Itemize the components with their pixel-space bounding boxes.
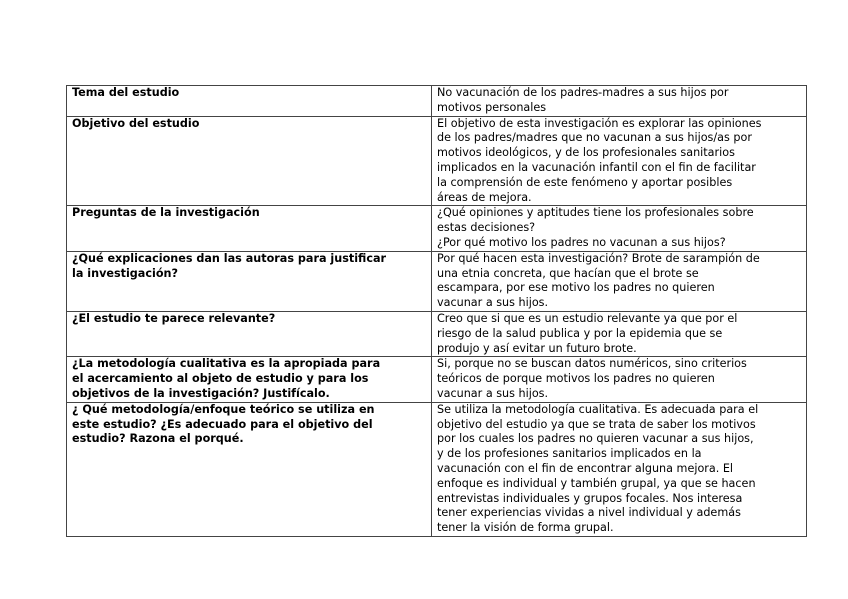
answer-line: motivos personales (437, 100, 547, 114)
question-cell (67, 206, 432, 251)
answer-line: vacunar a sus hijos. (437, 386, 549, 400)
answer-line: objetivo del estudio ya que se trata de saber los motivos (437, 417, 756, 431)
question-line: estudio? Razona el porqué. (72, 432, 244, 446)
answer-line: No vacunación de los padres-madres a sus hijos por (437, 86, 729, 99)
answer-cell (432, 116, 807, 206)
answer-line: y de los profesiones sanitarios implicados en la (437, 447, 702, 461)
question-line: este estudio? ¿Es adecuado para el objetivo del (72, 417, 373, 431)
answer-line: una etnia concreta, que hacían que el brote se (437, 266, 699, 280)
answer-line: enfoque es individual y también grupal, ya que se hacen (437, 476, 756, 490)
answer-cell (432, 357, 807, 402)
table-row-relevancia (67, 311, 807, 356)
table-row-tema (67, 86, 807, 117)
question-cell (67, 311, 432, 356)
answer-cell (432, 311, 807, 356)
answer-line: ¿Por qué motivo los padres no vacunan a sus hijos? (437, 235, 726, 249)
answer-line: motivos ideológicos, y de los profesionales sanitarios (437, 146, 735, 160)
answer-line: vacunación con el fin de encontrar alguna mejora. El (437, 461, 734, 475)
answer-line: estas decisiones? (437, 221, 536, 235)
question-line: Tema del estudio (72, 86, 180, 99)
answer-line: Se utiliza la metodología cualitativa. Es adecuada para el (437, 402, 759, 416)
question-line: la investigación? (72, 266, 178, 280)
table-row-justificacion (67, 251, 807, 311)
table-row-objetivo (67, 116, 807, 206)
answer-line: Por qué hacen esta investigación? Brote de sarampión de (437, 251, 760, 265)
question-line: Objetivo del estudio (72, 116, 200, 130)
question-line: ¿ Qué metodología/enfoque teórico se utiliza en (72, 402, 375, 416)
question-line: el acercamiento al objeto de estudio y para los (72, 372, 369, 386)
answer-line: la comprensión de este fenómeno y aportar posibles (437, 175, 733, 189)
answer-line: teóricos de porque motivos los padres no quieren (437, 372, 715, 386)
question-line: objetivos de la investigación? Justifícalo. (72, 386, 330, 400)
table-row-enfoque-teorico (67, 402, 807, 536)
question-cell (67, 116, 432, 206)
answer-line: Creo que si que es un estudio relevante ya que por el (437, 311, 738, 325)
question-line: ¿El estudio te parece relevante? (72, 311, 276, 325)
question-cell (67, 251, 432, 311)
question-cell (67, 402, 432, 536)
answer-line: tener la visión de forma grupal. (437, 521, 614, 535)
table-row-metodologia-cualitativa (67, 357, 807, 402)
answer-cell (432, 86, 807, 117)
answer-cell (432, 402, 807, 536)
answer-line: tener experiencias vividas a nivel individual y además (437, 506, 741, 520)
answer-line: entrevistas individuales y grupos focales. Nos interesa (437, 491, 743, 505)
answer-line: El objetivo de esta investigación es explorar las opiniones (437, 116, 762, 130)
answer-line: implicados en la vacunación infantil con el fin de facilitar (437, 160, 756, 174)
answer-cell (432, 251, 807, 311)
answer-line: produjo y así evitar un futuro brote. (437, 341, 637, 355)
question-cell (67, 86, 432, 117)
answer-line: de los padres/madres que no vacunan a sus hijos/as por (437, 131, 752, 145)
answer-line: áreas de mejora. (437, 190, 532, 204)
answer-line: escampara, por ese motivo los padres no quieren (437, 281, 715, 295)
question-line: Preguntas de la investigación (72, 206, 260, 220)
question-line: ¿Qué explicaciones dan las autoras para justificar (72, 251, 387, 265)
answer-line: riesgo de la salud publica y por la epidemia que se (437, 326, 723, 340)
answer-line: Si, porque no se buscan datos numéricos, sino criterios (437, 357, 747, 371)
study-table (66, 85, 807, 537)
question-cell (67, 357, 432, 402)
answer-line: por los cuales los padres no quieren vacunar a sus hijos, (437, 432, 754, 446)
table-row-preguntas (67, 206, 807, 251)
answer-line: ¿Qué opiniones y aptitudes tiene los profesionales sobre (437, 206, 754, 220)
question-line: ¿La metodología cualitativa es la apropiada para (72, 357, 381, 371)
answer-line: vacunar a sus hijos. (437, 296, 549, 310)
answer-cell (432, 206, 807, 251)
